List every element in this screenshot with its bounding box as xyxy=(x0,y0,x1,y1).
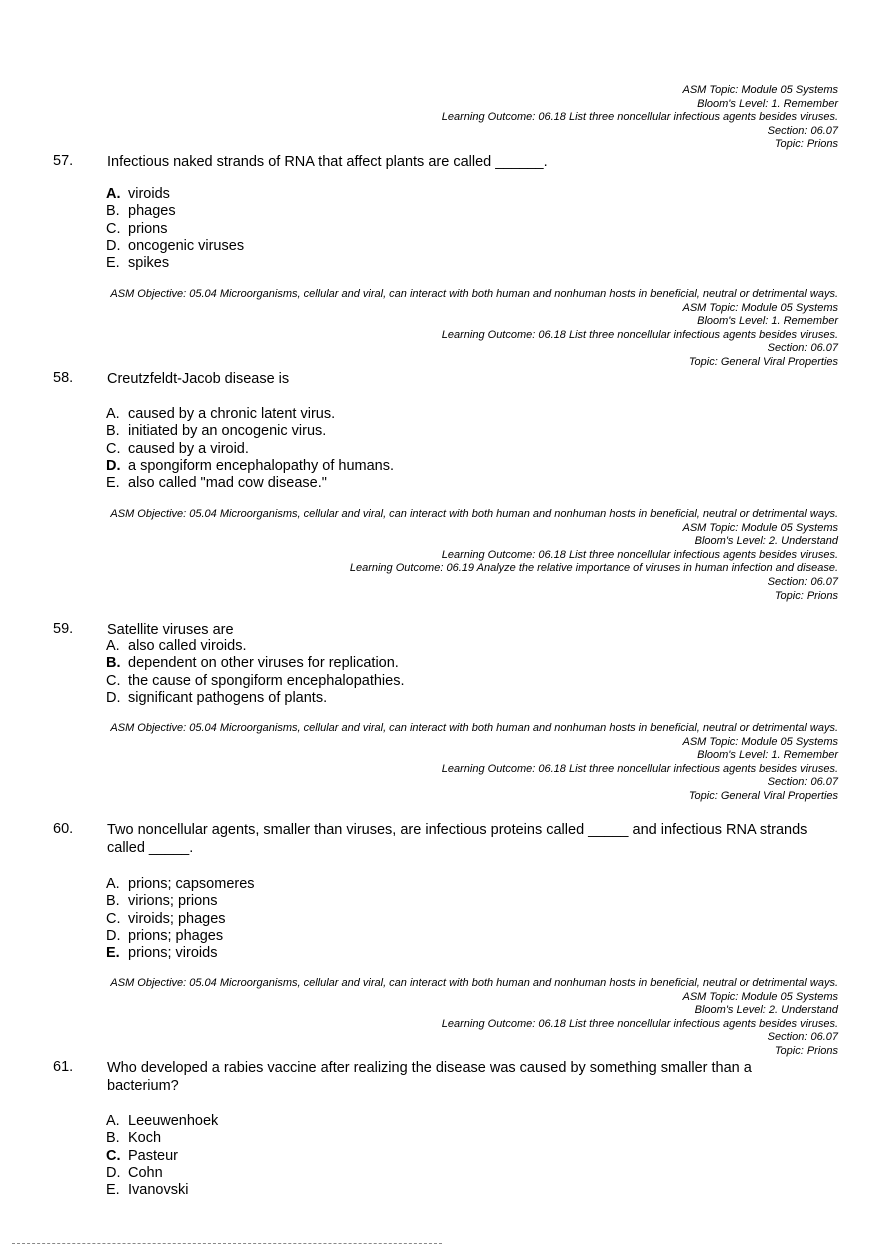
metadata-line: Section: 06.07 xyxy=(767,124,838,137)
question-stem: Infectious naked strands of RNA that affect plants are called ______. xyxy=(107,154,548,170)
answer-option xyxy=(53,423,394,440)
answer-option xyxy=(53,876,255,893)
option-text: significant pathogens of plants. xyxy=(128,689,328,706)
answer-option xyxy=(53,406,394,423)
metadata-line: Bloom's Level: 1. Remember xyxy=(697,749,838,762)
option-letter: B. xyxy=(106,655,121,672)
metadata-line: Bloom's Level: 2. Understand xyxy=(694,1004,838,1017)
option-text: Pasteur xyxy=(128,1147,178,1164)
option-letter: C. xyxy=(106,910,121,927)
option-letter: C. xyxy=(106,1147,121,1164)
option-text: also called viroids. xyxy=(128,638,247,654)
answer-options xyxy=(53,406,394,492)
option-letter: C. xyxy=(106,220,121,237)
option-letter: D. xyxy=(106,1164,121,1181)
answer-option xyxy=(53,1113,218,1130)
question-number: 57. xyxy=(53,153,74,169)
answer-option xyxy=(53,186,244,203)
option-text: viroids xyxy=(128,186,170,202)
metadata-line: Learning Outcome: 06.18 List three noncellular infectious agents besides viruses. xyxy=(441,762,838,775)
question-number: 60. xyxy=(53,821,74,837)
option-letter: E. xyxy=(106,255,120,272)
metadata-line: Bloom's Level: 1. Remember xyxy=(697,97,838,110)
option-letter: D. xyxy=(106,237,121,254)
option-letter: B. xyxy=(106,893,120,910)
answer-option xyxy=(53,1130,218,1147)
metadata-line: Section: 06.07 xyxy=(767,342,838,355)
answer-options xyxy=(53,1113,218,1199)
option-letter: E. xyxy=(106,1182,120,1199)
answer-option xyxy=(53,911,255,928)
option-letter: D. xyxy=(106,927,121,944)
option-text: caused by a chronic latent virus. xyxy=(128,406,336,422)
metadata-line: Learning Outcome: 06.18 List three noncellular infectious agents besides viruses. xyxy=(441,111,838,124)
answer-options xyxy=(53,876,255,962)
question-stem: Two noncellular agents, smaller than viruses, are infectious proteins called _____ and infectious RNA strands called _____. xyxy=(107,822,808,856)
answer-option xyxy=(53,638,405,655)
answer-option xyxy=(53,238,244,255)
question-metadata xyxy=(110,288,838,370)
answer-option xyxy=(53,203,244,220)
metadata-line: ASM Topic: Module 05 Systems xyxy=(682,301,838,314)
page-footer-divider xyxy=(12,1243,442,1244)
answer-option xyxy=(53,655,405,672)
metadata-line: Bloom's Level: 2. Understand xyxy=(694,535,838,548)
answer-option xyxy=(53,690,405,707)
answer-option xyxy=(53,458,394,475)
answer-option xyxy=(53,475,394,492)
question-metadata xyxy=(442,84,838,152)
metadata-line: Section: 06.07 xyxy=(767,575,838,588)
question-number: 58. xyxy=(53,370,74,386)
metadata-line: Topic: General Viral Properties xyxy=(688,355,838,368)
option-text: Cohn xyxy=(128,1164,163,1181)
metadata-line: ASM Objective: 05.04 Microorganisms, cellular and viral, can interact with both human and nonhuman hosts in beneficial, neutral or detrimental ways. xyxy=(110,288,838,300)
metadata-line: Learning Outcome: 06.19 Analyze the relative importance of viruses in human infection and disease. xyxy=(349,562,838,575)
question-stem: Satellite viruses are xyxy=(107,622,234,638)
answer-option xyxy=(53,1165,218,1182)
metadata-line: Topic: Prions xyxy=(774,589,838,602)
question-metadata xyxy=(110,722,838,804)
option-text: initiated by an oncogenic virus. xyxy=(128,423,327,440)
answer-option xyxy=(53,255,244,272)
answer-option xyxy=(53,673,405,690)
option-letter: B. xyxy=(106,1130,120,1147)
option-text: prions xyxy=(128,220,168,237)
question-metadata xyxy=(110,508,838,603)
metadata-line: Learning Outcome: 06.18 List three noncellular infectious agents besides viruses. xyxy=(441,328,838,341)
answer-options xyxy=(53,638,405,707)
question-metadata xyxy=(110,977,838,1059)
metadata-line: ASM Topic: Module 05 Systems xyxy=(682,84,838,96)
answer-option xyxy=(53,1148,218,1165)
option-text: prions; capsomeres xyxy=(128,876,255,892)
answer-options xyxy=(53,186,244,272)
option-text: spikes xyxy=(128,255,170,272)
question-number: 61. xyxy=(53,1059,74,1075)
question-number: 59. xyxy=(53,621,74,637)
answer-option xyxy=(53,441,394,458)
metadata-line: ASM Topic: Module 05 Systems xyxy=(682,990,838,1003)
option-text: prions; phages xyxy=(128,927,224,944)
option-letter: A. xyxy=(106,1113,120,1129)
option-letter: B. xyxy=(106,203,120,220)
option-letter: C. xyxy=(106,672,121,689)
metadata-line: Bloom's Level: 1. Remember xyxy=(697,315,838,328)
answer-option xyxy=(53,1182,218,1199)
question-stem: Who developed a rabies vaccine after realizing the disease was caused by something smaller than a bacterium? xyxy=(107,1060,752,1094)
option-text: the cause of spongiform encephalopathies. xyxy=(128,672,405,689)
metadata-line: ASM Objective: 05.04 Microorganisms, cellular and viral, can interact with both human and nonhuman hosts in beneficial, neutral or detrimental ways. xyxy=(110,977,838,989)
option-text: dependent on other viruses for replication. xyxy=(128,655,399,672)
metadata-line: ASM Topic: Module 05 Systems xyxy=(682,521,838,534)
metadata-line: Topic: Prions xyxy=(774,138,838,151)
metadata-line: Section: 06.07 xyxy=(767,776,838,789)
metadata-line: Learning Outcome: 06.18 List three noncellular infectious agents besides viruses. xyxy=(441,548,838,561)
answer-option xyxy=(53,945,255,962)
option-letter: B. xyxy=(106,423,120,440)
option-text: viroids; phages xyxy=(128,910,226,927)
option-letter: D. xyxy=(106,457,121,474)
option-letter: D. xyxy=(106,689,121,706)
answer-option xyxy=(53,221,244,238)
option-text: prions; viroids xyxy=(128,945,218,962)
option-text: a spongiform encephalopathy of humans. xyxy=(128,457,395,474)
metadata-line: ASM Objective: 05.04 Microorganisms, cellular and viral, can interact with both human and nonhuman hosts in beneficial, neutral or detrimental ways. xyxy=(110,722,838,734)
metadata-line: Learning Outcome: 06.18 List three noncellular infectious agents besides viruses. xyxy=(441,1017,838,1030)
option-text: phages xyxy=(128,203,176,220)
option-text: also called "mad cow disease." xyxy=(128,475,327,492)
option-text: Ivanovski xyxy=(128,1182,189,1199)
option-letter: E. xyxy=(106,945,120,962)
option-letter: C. xyxy=(106,440,121,457)
answer-option xyxy=(53,893,255,910)
option-text: Leeuwenhoek xyxy=(128,1113,219,1129)
metadata-line: ASM Objective: 05.04 Microorganisms, cellular and viral, can interact with both human and nonhuman hosts in beneficial, neutral or detrimental ways. xyxy=(110,508,838,520)
option-letter: A. xyxy=(106,638,120,654)
option-letter: A. xyxy=(106,186,121,202)
answer-option xyxy=(53,928,255,945)
question-stem: Creutzfeldt-Jacob disease is xyxy=(107,371,290,387)
option-text: Koch xyxy=(128,1130,162,1147)
metadata-line: Topic: General Viral Properties xyxy=(688,789,838,802)
option-text: virions; prions xyxy=(128,893,218,910)
option-letter: A. xyxy=(106,876,120,892)
option-text: caused by a viroid. xyxy=(128,440,249,457)
option-text: oncogenic viruses xyxy=(128,237,245,254)
metadata-line: Topic: Prions xyxy=(774,1044,838,1057)
metadata-line: Section: 06.07 xyxy=(767,1031,838,1044)
metadata-line: ASM Topic: Module 05 Systems xyxy=(682,735,838,748)
option-letter: E. xyxy=(106,475,120,492)
option-letter: A. xyxy=(106,406,120,422)
